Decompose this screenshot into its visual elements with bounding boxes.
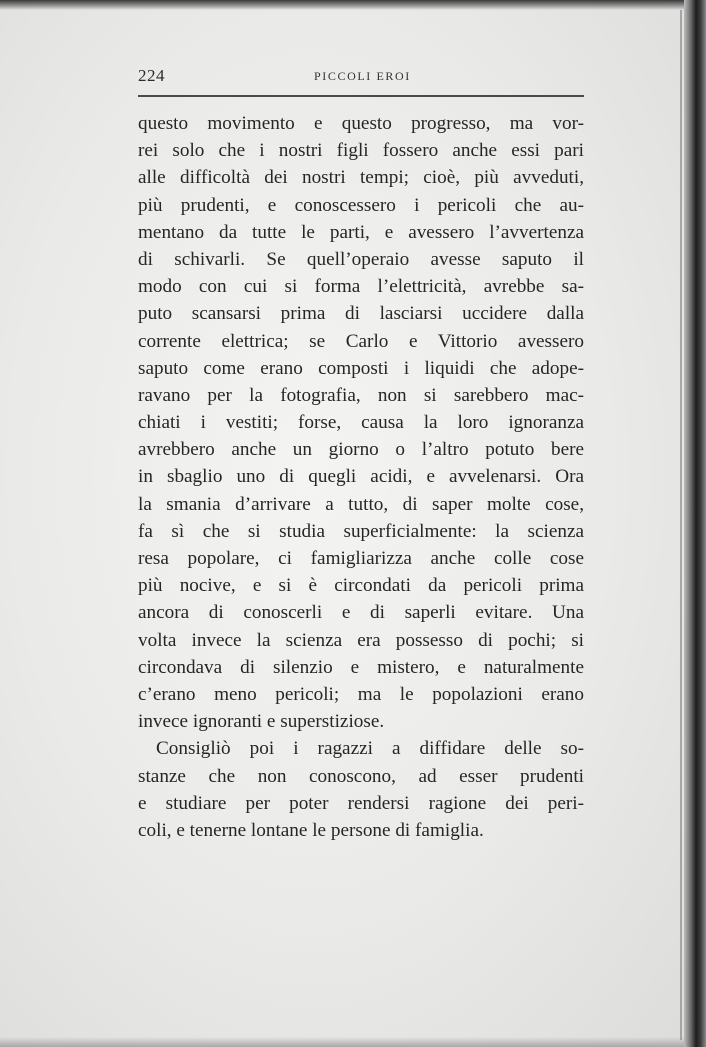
text-line: coli, e tenerne lontane le persone di famiglia.: [138, 819, 484, 841]
text-line: avrebbero anche un giorno o l’altro potuto bere: [138, 439, 584, 461]
text-line: fa sì che si studia superficialmente: la scienza: [138, 520, 584, 542]
text-line: c’erano meno pericoli; ma le popolazioni erano: [138, 683, 584, 705]
text-line: la smania d’arrivare a tutto, di saper molte cose,: [138, 493, 584, 515]
text-line: Consigliò poi i ragazzi a diffidare delle so-: [156, 738, 584, 760]
text-line: volta invece la scienza era possesso di pochi; si: [138, 629, 584, 651]
text-line: in sbaglio uno di quegli acidi, e avvelenarsi. Ora: [138, 466, 584, 488]
text-line: puto scansarsi prima di lasciarsi uccidere dalla: [138, 303, 584, 325]
text-line: stanze che non conoscono, ad esser prudenti: [138, 765, 584, 787]
page-bottom-edge: [0, 1037, 690, 1047]
book-title: PICCOLI EROI: [314, 69, 411, 83]
text-line: modo con cui si forma l’elettricità, avrebbe sa-: [138, 276, 584, 298]
text-line: rei solo che i nostri figli fossero anche essi pari: [138, 140, 584, 162]
text-line: mentano da tutte le parti, e avessero l’avvertenza: [138, 221, 584, 243]
paragraph-1: [138, 110, 584, 735]
body-text: [138, 110, 584, 844]
page-top-edge: [0, 0, 690, 10]
text-line: resa popolare, ci famigliarizza anche colle cose: [138, 548, 584, 569]
text-line: invece ignoranti e superstiziose.: [138, 711, 385, 733]
text-line: corrente elettrica; se Carlo e Vittorio avessero: [138, 330, 584, 352]
paragraph-2: [138, 735, 584, 844]
text-line: più prudenti, e conoscessero i pericoli che au-: [138, 194, 584, 216]
text-line: circondava di silenzio e mistero, e naturalmente: [138, 656, 584, 678]
text-line: saputo come erano composti i liquidi che adope-: [138, 357, 584, 379]
page-fold-line: [680, 10, 682, 1040]
text-line: chiati i vestiti; forse, causa la loro ignoranza: [138, 412, 584, 434]
text-line: questo movimento e questo progresso, ma vor-: [138, 113, 584, 134]
text-line: ancora di conoscerli e di saperli evitare. Una: [138, 602, 584, 624]
header-rule: [138, 95, 584, 97]
text-line: di schivarli. Se quell’operaio avesse saputo il: [138, 248, 584, 270]
page-number: 224: [138, 66, 165, 85]
text-line: ravano per la fotografia, non si sarebbero mac-: [138, 384, 584, 406]
running-head: [138, 66, 584, 88]
text-line: e studiare per poter rendersi ragione dei peri-: [138, 792, 584, 814]
text-line: alle difficoltà dei nostri tempi; cioè, più avveduti,: [138, 167, 584, 189]
text-line: più nocive, e si è circondati da pericoli prima: [138, 575, 584, 597]
book-spine: [684, 0, 706, 1047]
